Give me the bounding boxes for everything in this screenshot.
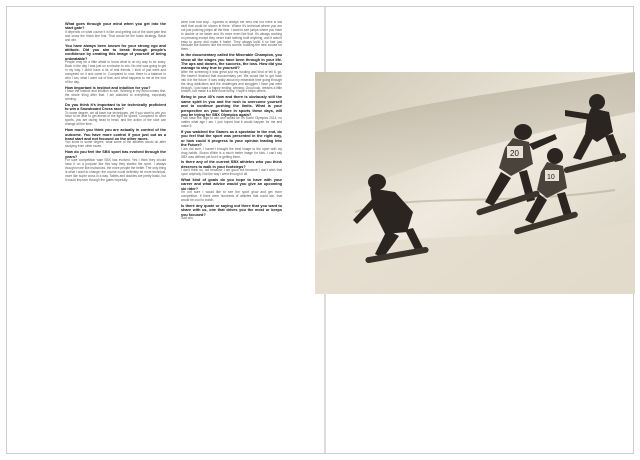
interview-answer: Just win. [181, 216, 194, 221]
interview-question: How much you think you are actually in control of the outcome. You have more control if your just out as a head start and not focused on the other races. [65, 128, 166, 141]
interview-question: In the documentary called the Miserable Champion, you show all the stages you have been through in your life. The ups and downs, the success, the loss. How did you manage to stay true to yourself? [181, 53, 282, 71]
interview-question: Is there any of the current SBX athletes who you think deserves to walk in your footsteps? [181, 160, 282, 169]
interview-question: How do you feel the SBX sport has evolved through the years? [65, 150, 166, 159]
interview-question: What kind of goals do you hope to have with your career and what advice would you give an upcoming ski rider? [181, 178, 282, 191]
snowboard-cross-photo [315, 72, 635, 294]
interview-column-left [65, 21, 166, 425]
magazine-spread [6, 6, 634, 454]
bib-number-20: 20 [510, 149, 519, 158]
interview-answer: I have the instinct and intuition to win. Winning in my mind comes first, the whole thing after that. I am addicted to everything, especially winning. [65, 89, 166, 101]
interview-question: Is there any quote or saying out there that you want to share with us, one that drives you the most or keeps you focused? [181, 203, 282, 217]
bib-number-10: 10 [547, 174, 555, 181]
snowboard-cross-illustration [315, 72, 635, 294]
interview-question: Being in your 40's now and there is obviously still the same spirit in you and the rush to overcome yourself and to continue pushing the limits. What is your perspective on your future in sports these days, will you be trying for SBX Olympics again? [181, 95, 282, 117]
interview-question: How important is instinct and intuition for you? [65, 85, 151, 90]
interview-answer: I'm not sure I would like to see the sport grow and get more competitive. If there were hundreds of athletes that could win, that would be cool to watch. [181, 190, 282, 203]
interview-question: What goes through your mind when you get into the start gate? [65, 22, 166, 31]
interview-answer: I am not sure, I haven't brought the best image to the sport with my drug habits. Shaun White is a much better image for kids. I can't say SBX was defined yet but it is getting there. [181, 146, 282, 159]
interview-answer: After the screening it was great just my funding and kind of tell it, go. We haven't finished that documentary yet. We would like to get back into it in the future. It was really about my miserable time going through the drug addictions and the challenges and struggles I have just went through. I just want a happy ending, winning. Good luck, dreams a little broken, but made it a little more funny. I hope it helps others. [181, 69, 282, 94]
interview-question: If you watched the Games as a spectator in the end, do you feel that the sport was presented in the right way, or how could it progress to your opinion leading into the Future? [181, 130, 282, 148]
interview-column-right [181, 21, 282, 425]
interview-answer: were built that way... Xgames is always the best one but there is still stuff that could be shown in there. Where it's technical where you are not just pushing jumps all the time. I want to see jumps where you have to double or be faster and it's more even like that. It's always working on pressing except they never built nothing built anything, and it wasn't easy to pump and make it faster. They always build it so fast just because the women ride the men's course, building the new course for them. [181, 21, 282, 52]
interview-question: Do you think it's important to be technically proficient to win a Snowboard Cross race? [65, 102, 166, 112]
interview-answer: You know to some degree, what some of the athletes would do after studying from other races. [65, 140, 166, 149]
interview-answer: For sure competition wise SBX has evolved. Yes I think they should have it on a purpose like this way they started the sport. I always thought more like motocross, the more people the better. The only thing is what I want to change: the course could definitely be more technical, more like super cross in a way. Tables and doubles are pretty basic, but it would improve through the gates hopefully. [65, 158, 166, 182]
interview-answer: People may be a little afraid to know what is on my way to be scary. Back in the day I was just on a mission to win. No one was going to get in my way. I didn't have a lot of real friends. I kind of just went and competed on it and came in. Compared to now, there is a balance in who I am, what I want out of that, and what happens to me at the end of the day. [65, 60, 166, 84]
interview-answer: It depends on what course it is like and getting out of the start gate first and cross the finish line first. That would be the basic strategy. Basic and win. [65, 29, 166, 42]
interview-answer: I don't think so, not because I am good but because I don't wish that upon anybody. Not the way I went through it all. [181, 168, 282, 177]
interview-answer: To some degree, we all have our techniques, yet if you want to win you have to be able to get ahead of the fight for speed. Compared to other sports, you are racing head to head, and the action of the race can change all the time. [65, 110, 166, 127]
interview-answer: I still have the urge to win and would be on Sochi Olympics 2014, no matter what age I am. I just hoped that it would happen for me and make it. [181, 116, 282, 129]
interview-question: You have always been known for your strong ego and attitude. Did you aim to break through people's confidence by creating this image of yourself of being unbeatable? [65, 43, 166, 61]
